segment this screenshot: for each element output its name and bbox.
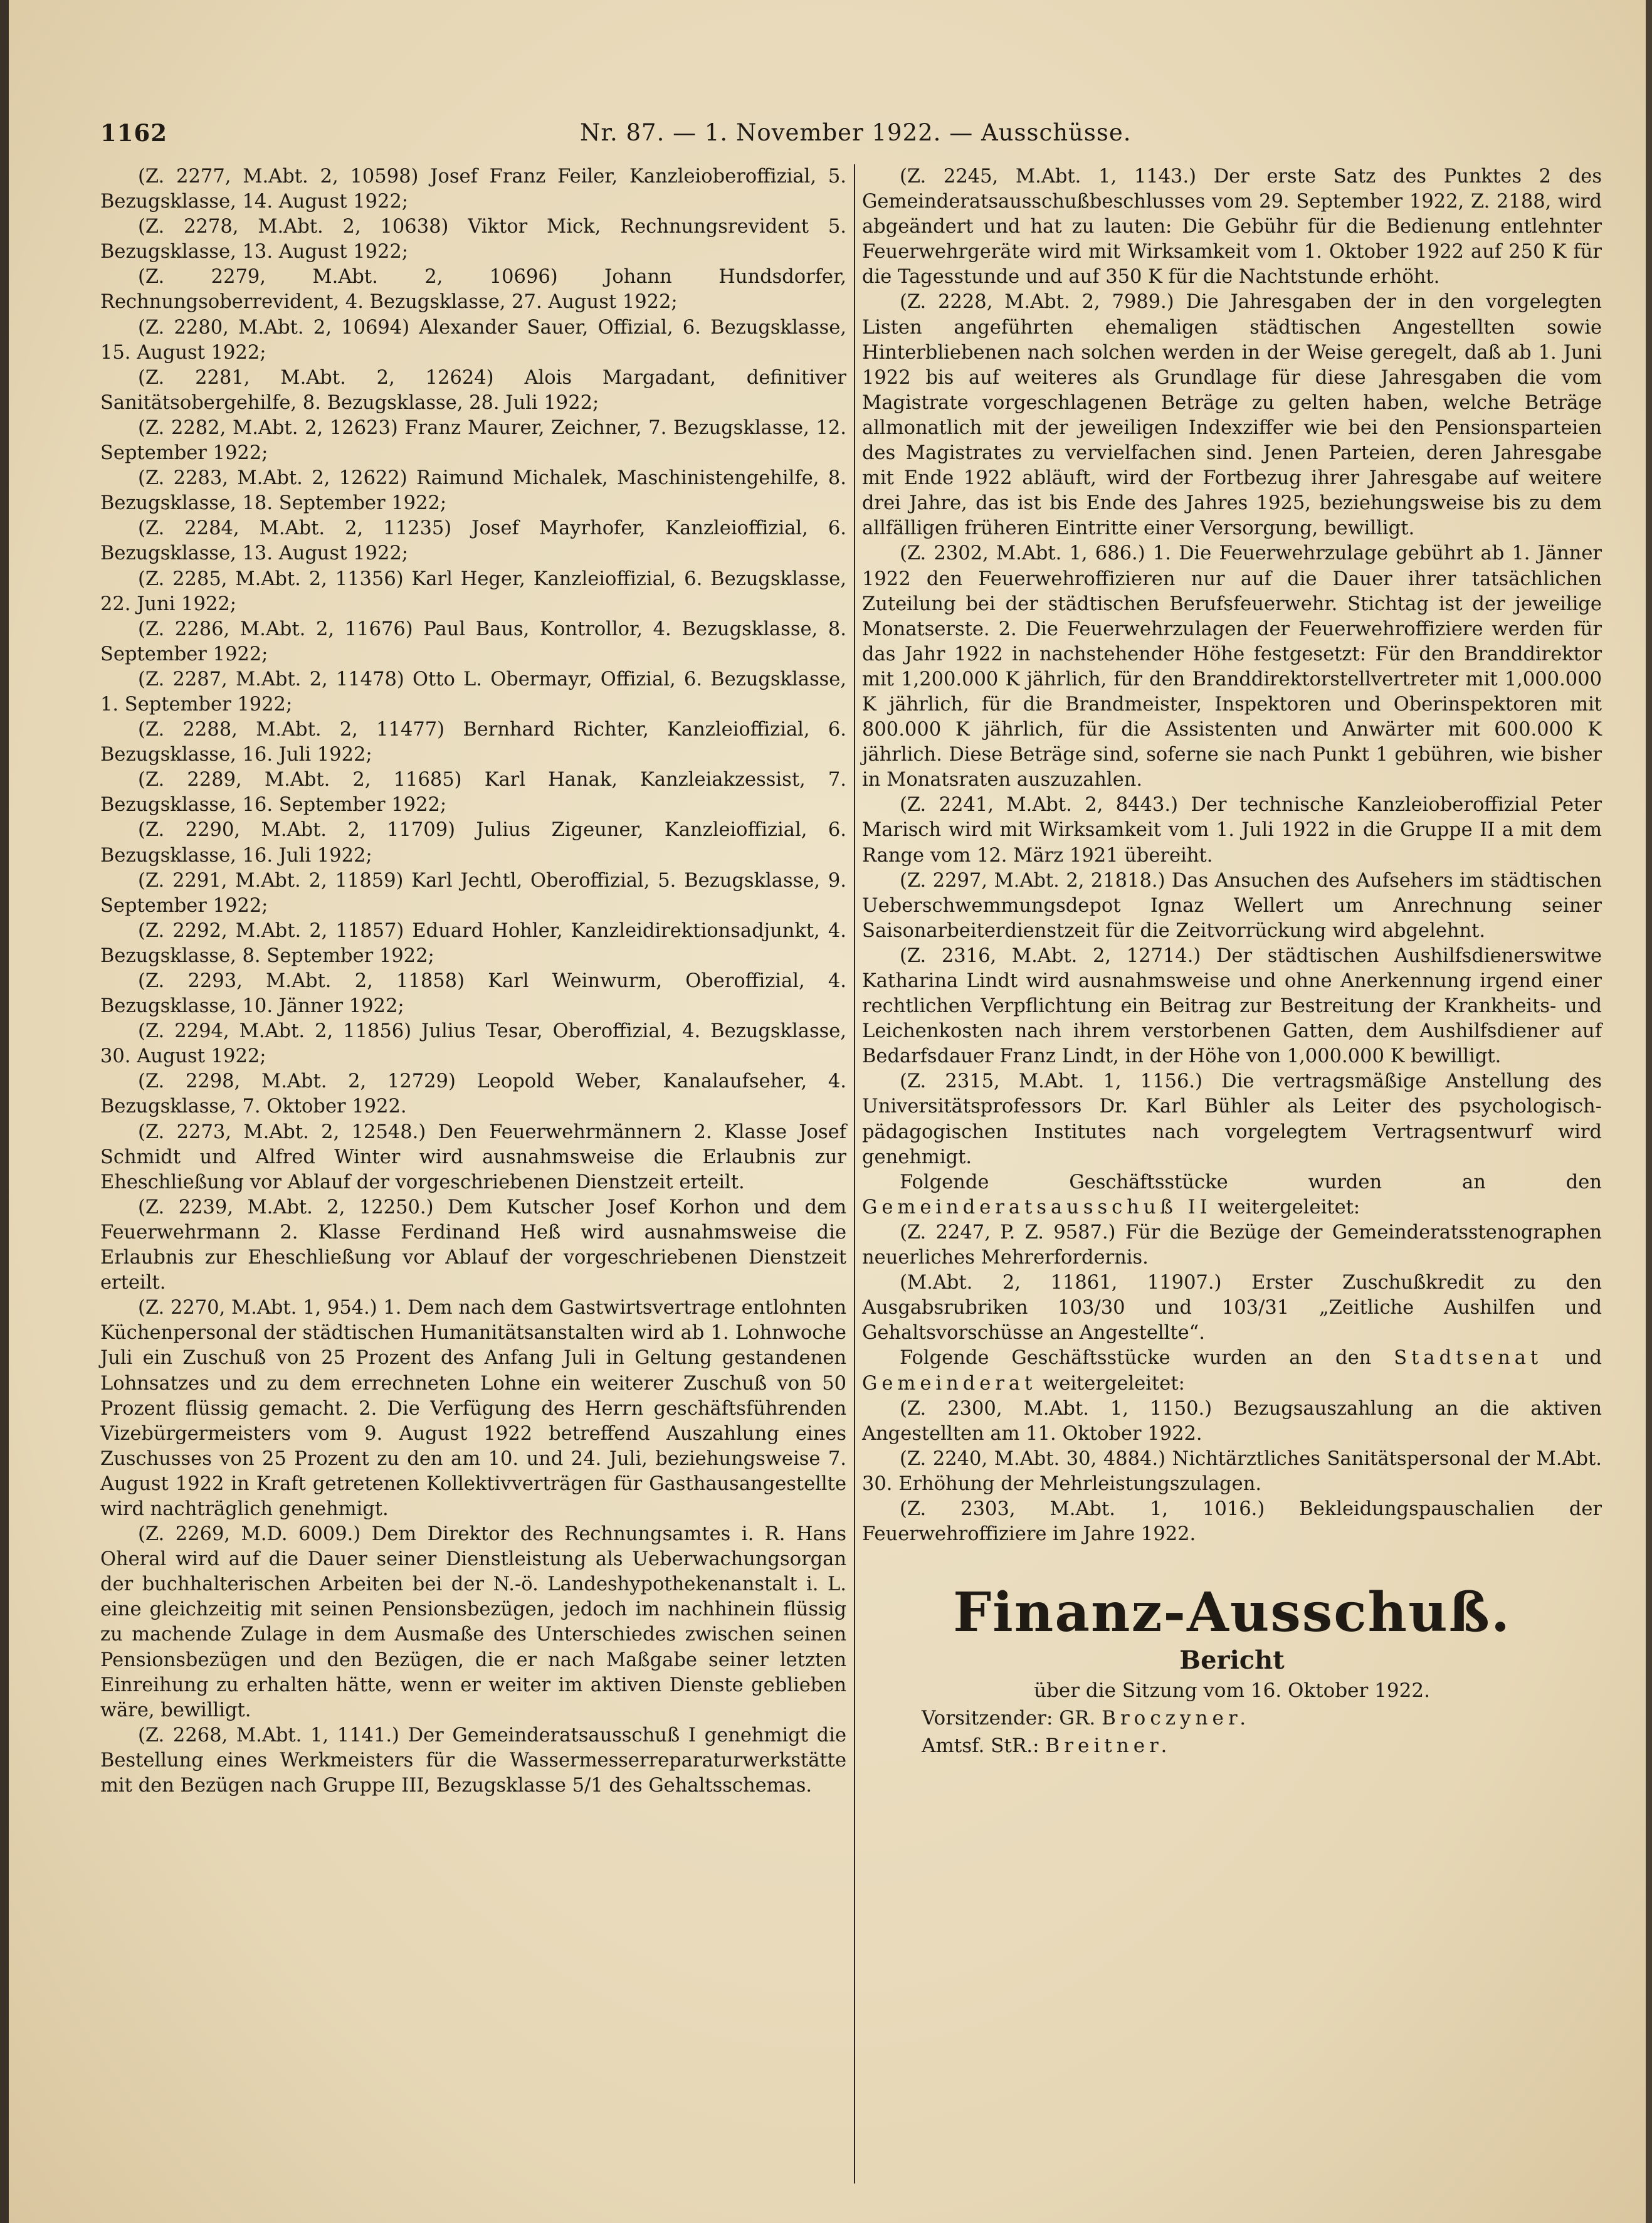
entry: (Z. 2291, M.Abt. 2, 11859) Karl Jechtl, Oberoffizial, 5. Bezugsklasse, 9. September 1922; (100, 869, 846, 917)
entry: (Z. 2287, M.Abt. 2, 11478) Otto L. Obermayr, Offizial, 6. Bezugsklasse, 1. September 1922; (100, 668, 846, 715)
entry: (Z. 2290, M.Abt. 2, 11709) Julius Zigeuner, Kanzleioffizial, 6. Bezugsklasse, 16. Juli 1922; (100, 819, 846, 867)
session-date: über die Sitzung vom 16. Oktober 1922. (1034, 1679, 1430, 1703)
entry: (Z. 2293, M.Abt. 2, 11858) Karl Weinwurm, Oberoffizial, 4. Bezugsklasse, 10. Jänner 1922; (100, 970, 846, 1018)
column-divider (854, 164, 855, 2183)
entry: (Z. 2241, M.Abt. 2, 8443.) Der technische Kanzleioberoffizial Peter Marisch wird mit Wirksamkeit vom 1. Juli 1922 in die Gruppe II a mit dem Range vom 12. März 1921 übereiht. (862, 794, 1602, 867)
entry: (Z. 2279, M.Abt. 2, 10696) Johann Hundsdorfer, Rechnungsoberrevident, 4. Bezugsklasse, 27. August 1922; (100, 266, 846, 314)
forwarding-tail: weitergeleitet: (1218, 1196, 1360, 1218)
entry: (Z. 2289, M.Abt. 2, 11685) Karl Hanak, Kanzleiakzessist, 7. Bezugsklasse, 16. September 1922; (100, 769, 846, 816)
entry: (Z. 2302, M.Abt. 1, 686.) 1. Die Feuerwehrzulage gebührt ab 1. Jänner 1922 den Feuerwehroffizieren nur auf die Dauer ihrer tatsächlichen Zuteilung bei der städtischen Berufsfeuerwehr. Stichtag ist der jeweilige Monatserste. 2. Die Feuerwehrzulagen der Feuerwehroffiziere werden für das Jahr 1922 in nachstehender Höhe festgesetzt: Für den Branddirektor mit 1,200.000 K jährlich, für den Branddirektorstellvertreter mit 1,000.000 K jährlich, für die Brandmeister, Inspektoren und Oberinspektoren mit 800.000 K jährlich, für die Assistenten und Anwärter mit 600.000 K jährlich. Diese Beträge sind, soferne sie nach Punkt 1 gebühren, wie bisher in Monatsraten auszuzahlen. (862, 542, 1602, 791)
forwarding-lead: Folgende Geschäftsstücke wurden an den (900, 1347, 1372, 1370)
entry: (Z. 2228, M.Abt. 2, 7989.) Die Jahresgaben der in den vorgelegten Listen angeführten ehemaligen städtischen Angestellten sowie Hinterbliebenen nach solchen werden in der Weise geregelt, daß ab 1. Juni 1922 bis auf weiteres als Grundlage für diese Jahresgaben die vom Magistrate vorgeschlagenen Beträge zu gelten haben, welche Beträge allmonatlich mit der jeweiligen Indexziffer wie bei den Pensionsparteien des Magistrates zu vervielfachen sind. Jenen Parteien, deren Jahresgabe mit Ende 1922 abläuft, wird der Fortbezug ihrer Jahresgabe auf weitere drei Jahre, das ist bis Ende des Jahres 1925, beziehungsweise bis zu dem allfälligen früheren Eintritte einer Versorgung, bewilligt. (862, 291, 1602, 540)
forwarding-heading (862, 1346, 1602, 1396)
forwarded-item: (Z. 2303, M.Abt. 1, 1016.) Bekleidungspauschalien der Feuerwehroffiziere im Jahre 1922. (862, 1497, 1602, 1546)
entry: (Z. 2297, M.Abt. 2, 21818.) Das Ansuchen des Aufsehers im städtischen Ueberschwemmungsdepot Ignaz Wellert um Anrechnung seiner Saisonarbeiterdienstzeit für die Zeitvorrückung wird abgelehnt. (862, 869, 1602, 942)
entry: (Z. 2294, M.Abt. 2, 11856) Julius Tesar, Oberoffizial, 4. Bezugsklasse, 30. August 1922; (100, 1020, 846, 1068)
entry: (Z. 2286, M.Abt. 2, 11676) Paul Baus, Kontrollor, 4. Bezugsklasse, 8. September 1922; (100, 618, 846, 665)
forwarding-mid: und (1565, 1347, 1602, 1370)
entry: (Z. 2298, M.Abt. 2, 12729) Leopold Weber, Kanalaufseher, 4. Bezugsklasse, 7. Oktober 1922. (100, 1070, 846, 1118)
entry: (Z. 2268, M.Abt. 1, 1141.) Der Gemeinderatsausschuß I genehmigt die Bestellung eines Werkmeisters für die Wassermesserreparaturwerkstätte mit den Bezügen nach Gruppe III, Bezugsklasse 5/1 des Gehaltsschemas. (100, 1724, 846, 1797)
entry: (Z. 2280, M.Abt. 2, 10694) Alexander Sauer, Offizial, 6. Bezugsklasse, 15. August 1922; (100, 316, 846, 364)
entry: (Z. 2282, M.Abt. 2, 12623) Franz Maurer, Zeichner, 7. Bezugsklasse, 12. September 1922; (100, 416, 846, 465)
page-header (100, 119, 1523, 157)
entry: (Z. 2285, M.Abt. 2, 11356) Karl Heger, Kanzleioffizial, 6. Bezugsklasse, 22. Juni 1922; (100, 568, 846, 615)
chairman-label: Vorsitzender: GR. (922, 1707, 1096, 1730)
entry: (Z. 2277, M.Abt. 2, 10598) Josef Franz Feiler, Kanzleioberoffizial, 5. Bezugsklasse, 14. August 1922; (100, 166, 846, 213)
report-heading: Bericht (1179, 1645, 1285, 1676)
forwarding-tail: weitergeleitet: (1043, 1372, 1185, 1395)
entry: (Z. 2292, M.Abt. 2, 11857) Eduard Hohler, Kanzleidirektionsadjunkt, 4. Bezugsklasse, 8. September 1922; (100, 919, 846, 967)
committee-name: Stadtsenat (1394, 1347, 1543, 1370)
official-label: Amtsf. StR.: (922, 1735, 1039, 1758)
entry: (Z. 2315, M.Abt. 1, 1156.) Die vertragsmäßige Anstellung des Universitätsprofessors Dr. Karl Bühler als Leiter des psychologisch-pädagogischen Institutes nach vorgelegtem Vertragsentwurf wird genehmigt. (862, 1070, 1602, 1168)
official-line (862, 1732, 1602, 1760)
entry: (Z. 2239, M.Abt. 2, 12250.) Dem Kutscher Josef Korhon und dem Feuerwehrmann 2. Klasse Ferdinand Heß wird ausnahmsweise die Erlaubnis zur Eheschließung vor Ablauf der vorgeschriebenen Dienstzeit erteilt. (100, 1196, 846, 1294)
chairman-name: Broczyner. (1102, 1707, 1251, 1730)
forwarded-item: (Z. 2247, P. Z. 9587.) Für die Bezüge der Gemeinderatsstenographen neuerliches Mehrerfordernis. (862, 1221, 1602, 1269)
page-number: 1162 (100, 119, 167, 147)
official-name: Breitner. (1045, 1735, 1172, 1758)
committee-name: Gemeinderat (862, 1372, 1037, 1395)
entry: (Z. 2283, M.Abt. 2, 12622) Raimund Michalek, Maschinistengehilfe, 8. Bezugsklasse, 18. September 1922; (100, 467, 846, 515)
page-edge-left (0, 0, 9, 2223)
entry: (Z. 2273, M.Abt. 2, 12548.) Den Feuerwehrmännern 2. Klasse Josef Schmidt und Alfred Winter wird ausnahmsweise die Erlaubnis zur Eheschließung vor Ablauf der vorgeschriebenen Dienstzeit erteilt. (100, 1121, 846, 1193)
entry: (Z. 2288, M.Abt. 2, 11477) Bernhard Richter, Kanzleioffizial, 6. Bezugsklasse, 16. Juli 1922; (100, 719, 846, 766)
chairman-line (862, 1704, 1602, 1732)
forwarding-lead: Folgende Geschäftsstücke wurden an den (900, 1171, 1602, 1193)
forwarded-item: (M.Abt. 2, 11861, 11907.) Erster Zuschußkredit zu den Ausgabsrubriken 103/30 und 103/31 „Zeitliche Aushilfen und Gehaltsvorschüsse an Angestellte“. (862, 1272, 1602, 1344)
committee-name: Gemeinderatsausschuß II (862, 1196, 1212, 1218)
left-column (100, 164, 846, 1798)
forwarding-heading (862, 1170, 1602, 1220)
entry: (Z. 2278, M.Abt. 2, 10638) Viktor Mick, Rechnungsrevident 5. Bezugsklasse, 13. August 1922; (100, 216, 846, 263)
page-edge-right (1646, 0, 1652, 2223)
forwarded-item: (Z. 2240, M.Abt. 30, 4884.) Nichtärztliches Sanitätspersonal der M.Abt. 30. Erhöhung der Mehrleistungszulagen. (862, 1447, 1602, 1495)
forwarded-item: (Z. 2300, M.Abt. 1, 1150.) Bezugsauszahlung an die aktiven Angestellten am 11. Oktober 1922. (862, 1397, 1602, 1445)
entry: (Z. 2245, M.Abt. 1, 1143.) Der erste Satz des Punktes 2 des Gemeinderatsausschußbeschlusses vom 29. September 1922, Z. 2188, wird abgeändert und hat zu lauten: Die Gebühr für die Bedienung entlehnter Feuerwehrgeräte wird mit Wirksamkeit vom 1. Oktober 1922 auf 250 K für die Tagesstunde und auf 350 K für die Nachtstunde erhöht. (862, 166, 1602, 288)
entry: (Z. 2270, M.Abt. 1, 954.) 1. Dem nach dem Gastwirtsvertrage entlohnten Küchenpersonal der städtischen Humanitätsanstalten wird ab 1. Lohnwoche Juli ein Zuschuß von 25 Prozent des Anfang Juli in Geltung gestandenen Lohnsatzes und zu dem errechneten Lohne ein weiterer Zuschuß von 50 Prozent flüssig gemacht. 2. Die Verfügung des Herrn geschäftsführenden Vizebürgermeisters vom 9. August 1922 betreffend Auszahlung eines Zuschusses von 25 Prozent zu den am 10. und 24. Juli, beziehungsweise 7. August 1922 in Kraft getretenen Kollektivverträgen für Gasthausangestellte wird nachträglich genehmigt. (100, 1297, 846, 1520)
right-column (862, 164, 1602, 1760)
running-head: Nr. 87. — 1. November 1922. — Ausschüsse. (580, 119, 1132, 146)
entry: (Z. 2269, M.D. 6009.) Dem Direktor des Rechnungsamtes i. R. Hans Oheral wird auf die Dauer seiner Dienstleistung als Ueberwachungsorgan der buchhalterischen Arbeiten bei der N.-ö. Landeshypothekenanstalt i. L. eine gleichzeitig mit seinen Pensionsbezügen, jedoch im nachhinein flüssig zu machende Zulage in dem Ausmaße des Unterschiedes zwischen seinen Pensionsbezügen und den Bezügen, die er nach Maßgabe seiner letzten Einreihung zu erhalten hätte, wenn er weiter im aktiven Dienste geblieben wäre, bewilligt. (100, 1523, 846, 1721)
entry: (Z. 2284, M.Abt. 2, 11235) Josef Mayrhofer, Kanzleioffizial, 6. Bezugsklasse, 13. August 1922; (100, 517, 846, 565)
finance-committee-title: Finanz-Ausschuß. (953, 1581, 1511, 1645)
entry: (Z. 2316, M.Abt. 2, 12714.) Der städtischen Aushilfsdienerswitwe Katharina Lindt wird ausnahmsweise und ohne Anerkennung irgend einer rechtlichen Verpflichtung ein Beitrag zur Bestreitung der Krankheits- und Leichenkosten nach ihrem verstorbenen Gatten, dem Aushilfsdiener auf Bedarfsdauer Franz Lindt, in der Höhe von 1,000.000 K bewilligt. (862, 944, 1602, 1068)
entry: (Z. 2281, M.Abt. 2, 12624) Alois Margadant, definitiver Sanitätsobergehilfe, 8. Bezugsklasse, 28. Juli 1922; (100, 366, 846, 414)
